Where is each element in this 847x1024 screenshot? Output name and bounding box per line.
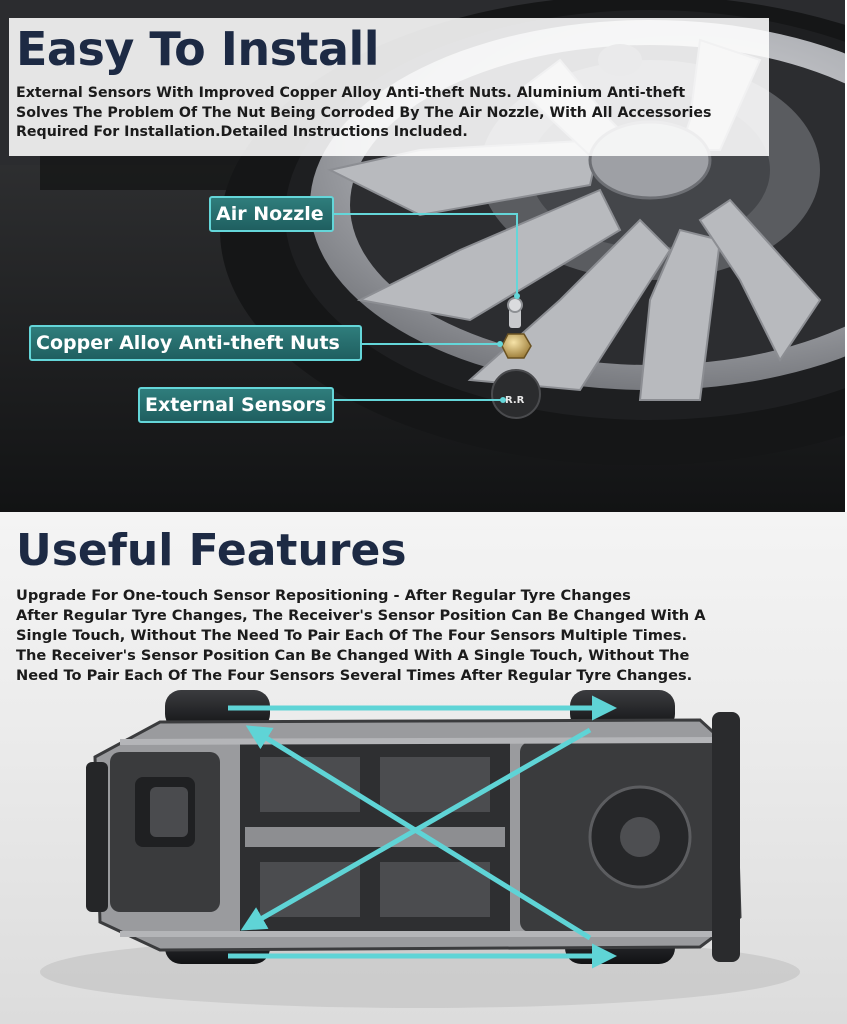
features-description-line: After Regular Tyre Changes, The Receiver's Sensor Position Can Be Changed With A — [16, 607, 706, 624]
car-chassis-illustration — [0, 672, 847, 1024]
features-description — [16, 586, 816, 686]
features-title: Useful Features — [16, 525, 407, 576]
features-description-line: Need To Pair Each Of The Four Sensors Several Times After Regular Tyre Changes. — [16, 667, 693, 684]
external-sensors-callout: External Sensors — [138, 387, 334, 423]
sensor-cap-label: R.R — [505, 395, 525, 406]
anti-theft-nuts-callout: Copper Alloy Anti-theft Nuts — [29, 325, 362, 361]
install-title: Easy To Install — [16, 22, 380, 76]
install-description-line: External Sensors With Improved Copper Alloy Anti-theft Nuts. Aluminium Anti-theft — [16, 85, 686, 101]
install-section — [0, 0, 845, 512]
install-description-line: Required For Installation.Detailed Instructions Included. — [16, 124, 468, 140]
air-nozzle-callout: Air Nozzle — [209, 196, 334, 232]
features-description-line: Single Touch, Without The Need To Pair Each Of The Four Sensors Multiple Times. — [16, 627, 688, 644]
install-description-line: Solves The Problem Of The Nut Being Corroded By The Air Nozzle, With All Accessories — [16, 104, 712, 121]
install-description — [16, 84, 776, 143]
features-section — [0, 512, 847, 1024]
features-description-line: The Receiver's Sensor Position Can Be Changed With A Single Touch, Without The — [16, 647, 690, 664]
features-description-line: Upgrade For One-touch Sensor Repositioning - After Regular Tyre Changes — [16, 587, 631, 604]
